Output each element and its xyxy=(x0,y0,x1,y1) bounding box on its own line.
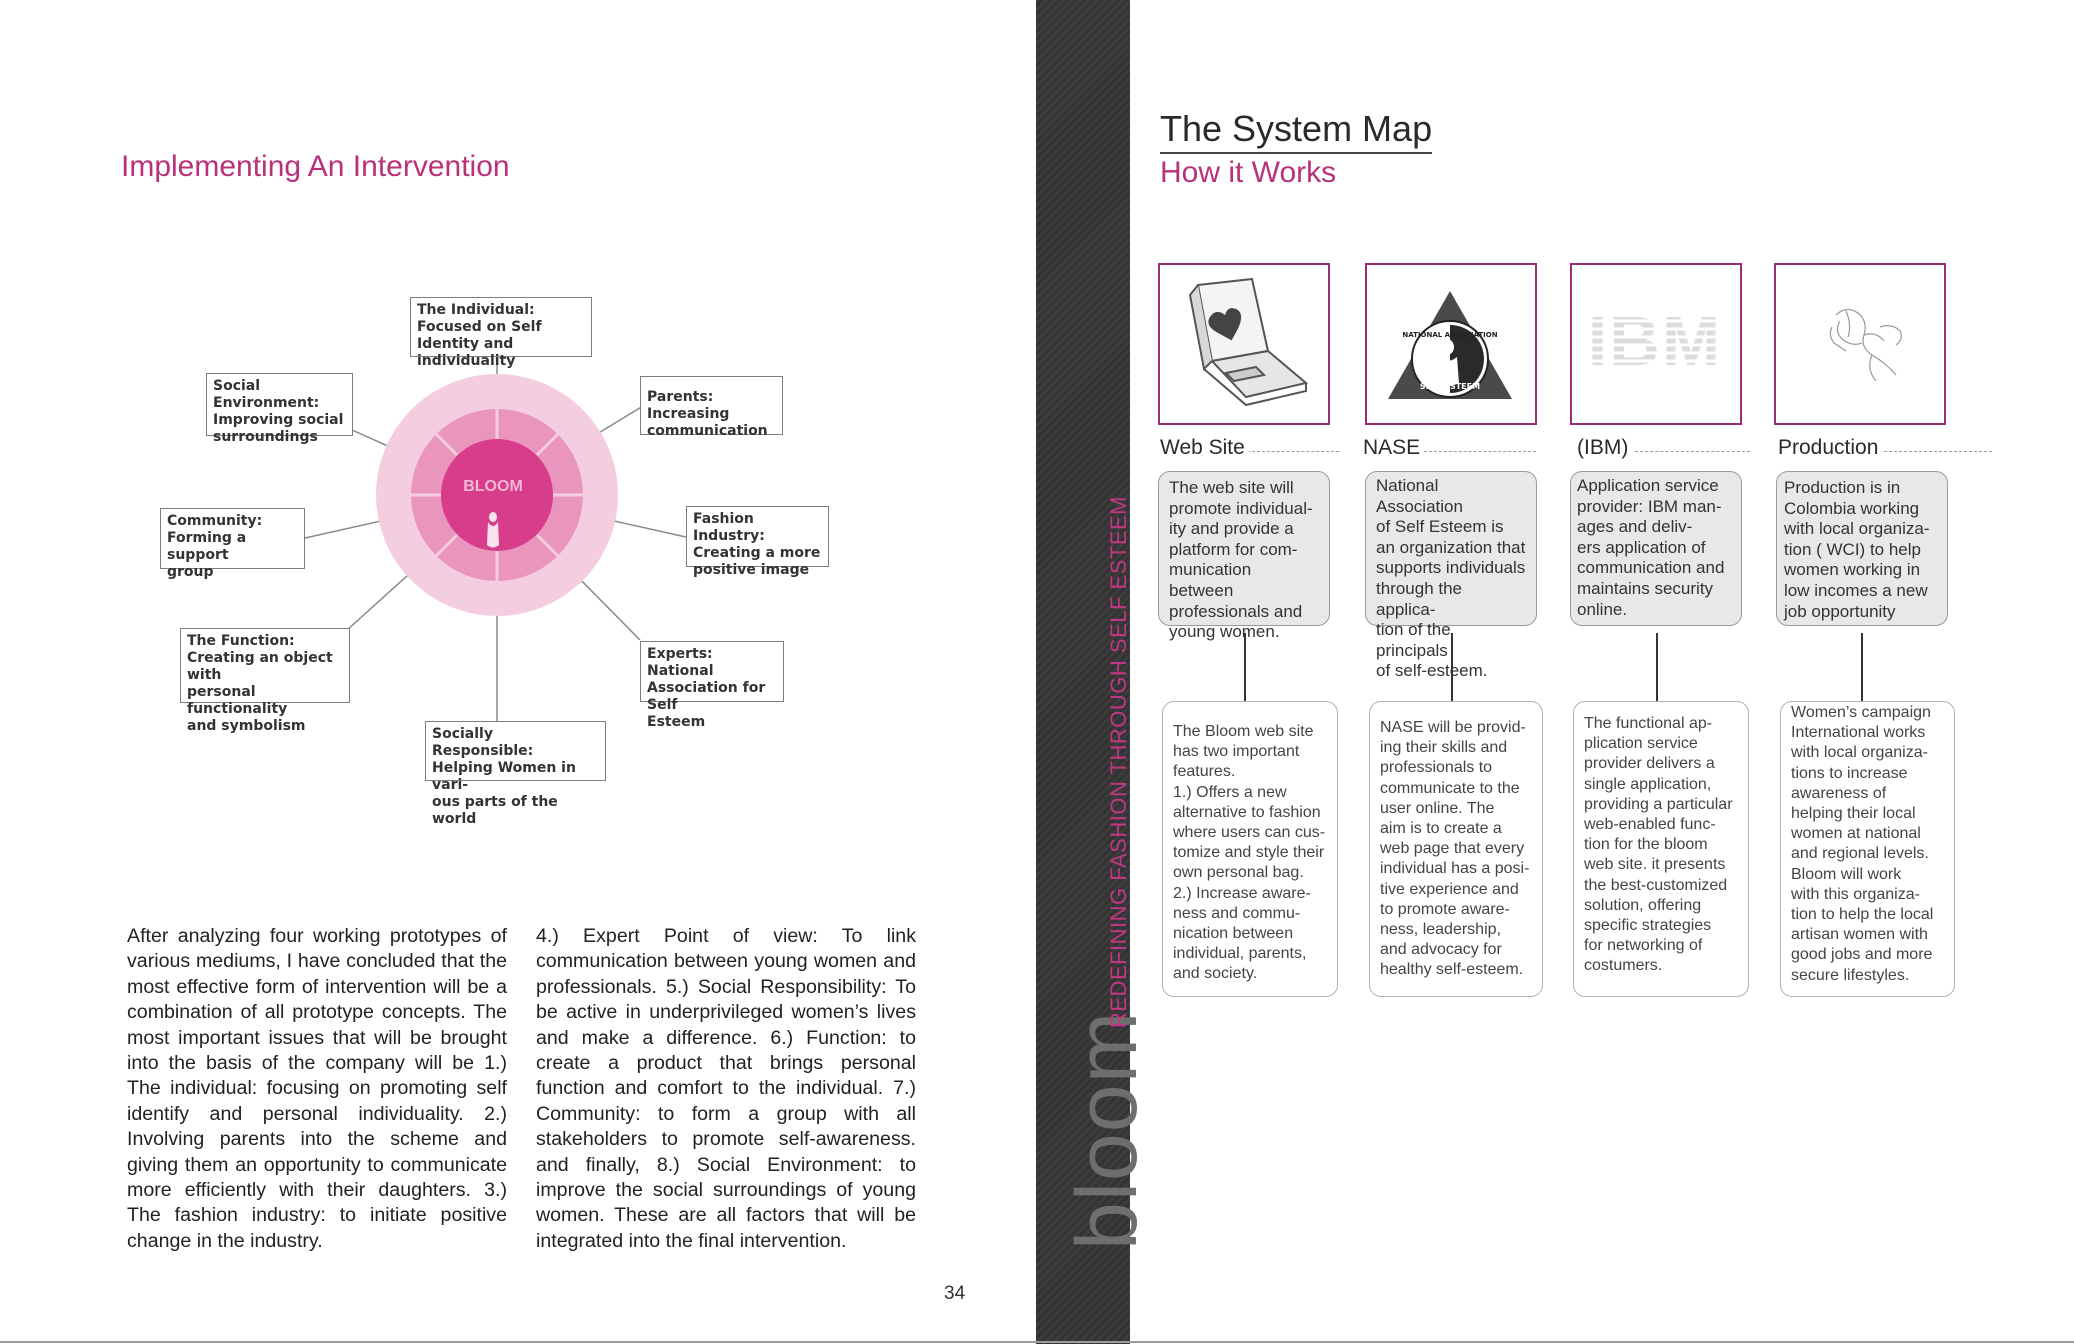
left-page-title: Implementing An Intervention xyxy=(121,150,510,183)
node-experts xyxy=(640,641,784,730)
summary-line: online. xyxy=(1577,599,1628,619)
node-text: Socially Responsible: xyxy=(432,726,534,759)
ibm-logo-text: IBM xyxy=(1587,302,1723,380)
summary-line: Production is in xyxy=(1784,478,1901,497)
detail-line: has two important xyxy=(1173,743,1300,761)
summary-box-website xyxy=(1158,471,1330,642)
node-text: communication xyxy=(647,423,768,439)
page-bottom-rule xyxy=(0,1341,2074,1343)
node-text: Association for Self xyxy=(647,680,766,713)
detail-line: tion for the bloom xyxy=(1584,836,1708,854)
column-label-nase: NASE xyxy=(1363,436,1424,460)
detail-line: professionals to xyxy=(1380,759,1493,777)
detail-line: the best-customized xyxy=(1584,876,1728,894)
hand-sketch-icon xyxy=(1776,265,1943,422)
node-text: ous parts of the world xyxy=(432,794,558,827)
detail-line: awareness of xyxy=(1791,784,1887,802)
detail-box-ibm xyxy=(1573,701,1749,997)
summary-line: young women. xyxy=(1169,622,1280,642)
detail-line: web site. it presents xyxy=(1584,856,1726,874)
summary-line: Application service xyxy=(1577,476,1719,495)
detail-line: 1.) Offers a new xyxy=(1173,783,1287,801)
detail-line: with this organiza- xyxy=(1791,885,1920,903)
node-text: Helping Women in vari- xyxy=(432,760,576,793)
summary-line: provider: IBM man- xyxy=(1577,496,1722,516)
nase-logo-top-text: NATIONAL ASSOCIATION xyxy=(1402,331,1498,339)
detail-box-website xyxy=(1162,701,1338,997)
summary-line: ages and deliv- xyxy=(1577,517,1693,537)
page-number: 34 xyxy=(944,1283,966,1304)
detail-line: The functional ap- xyxy=(1584,715,1713,732)
detail-line: ing their skills and xyxy=(1380,739,1508,757)
detail-line: solution, offering xyxy=(1584,896,1702,914)
column-label-ibm: (IBM) xyxy=(1577,436,1632,460)
node-text: Creating a more xyxy=(693,545,821,561)
spine-brand: bloom xyxy=(1059,1010,1155,1250)
connector-nase xyxy=(1451,633,1453,703)
detail-line: International works xyxy=(1791,724,1926,742)
column-label-website: Web Site xyxy=(1160,436,1249,460)
node-text: Improving social xyxy=(213,412,344,428)
detail-line: individual, parents, xyxy=(1173,945,1307,963)
node-text: Experts: National xyxy=(647,646,714,679)
detail-line: tomize and style their xyxy=(1173,844,1325,862)
summary-line: ity and provide a xyxy=(1169,519,1294,539)
detail-line: 2.) Increase aware- xyxy=(1173,884,1311,902)
dash-rule-nase xyxy=(1424,451,1536,452)
logo-frame-website xyxy=(1158,263,1330,425)
detail-line: features. xyxy=(1173,763,1236,781)
right-page-title: The System Map xyxy=(1160,108,1432,154)
detail-line: to promote aware- xyxy=(1380,900,1510,918)
detail-line: plication service xyxy=(1584,735,1698,753)
summary-line: Colombia working xyxy=(1784,498,1920,518)
detail-line: women at national xyxy=(1791,825,1921,843)
detail-line: ness, leadership, xyxy=(1380,921,1501,939)
body-text-column-1: After analyzing four working prototypes of various mediums, I have concluded that the most effective form of intervention will be a combination of all prototype concepts. The most important issues that will be brought into the basis of the company will be 1.) The individual: focusing on promoting self identify and personal individuality. 2.) Involving parents into the scheme and giving them an opportunity to communicate more efficiently with their daughters. 3.) The fashion industry: to initiate positive change in the industry. xyxy=(127,925,507,1252)
detail-line: single application, xyxy=(1584,775,1712,793)
detail-line: nication between xyxy=(1173,925,1294,943)
detail-line: providing a particular xyxy=(1584,795,1733,813)
detail-line: user online. The xyxy=(1380,799,1495,817)
detail-line: tion to help the local xyxy=(1791,906,1934,924)
detail-line: good jobs and more xyxy=(1791,946,1933,964)
node-text: personal functionality xyxy=(187,684,288,717)
detail-line: individual has a posi- xyxy=(1380,860,1530,878)
node-individual xyxy=(410,297,592,369)
summary-line: of self-esteem. xyxy=(1376,661,1488,681)
connector-ibm xyxy=(1656,633,1658,703)
summary-box-production xyxy=(1776,471,1948,626)
detail-line: own personal bag. xyxy=(1173,864,1304,882)
node-text: Esteem xyxy=(647,714,706,730)
summary-box-ibm xyxy=(1570,471,1742,626)
summary-line: The web site will xyxy=(1169,478,1294,497)
detail-line: ness and commu- xyxy=(1173,904,1301,922)
dash-rule-ibm xyxy=(1635,451,1750,452)
detail-line: communicate to the xyxy=(1380,779,1520,797)
logo-frame-nase xyxy=(1365,263,1537,425)
node-parents xyxy=(640,376,783,439)
summary-line: job opportunity xyxy=(1784,601,1896,621)
connector-website xyxy=(1244,633,1246,703)
node-function xyxy=(180,628,350,734)
dash-rule-production xyxy=(1884,451,1992,452)
summary-line: maintains security xyxy=(1577,578,1714,598)
node-text: group xyxy=(167,564,214,580)
detail-line: for networking of xyxy=(1584,937,1703,955)
detail-line: alternative to fashion xyxy=(1173,803,1321,821)
detail-box-production xyxy=(1780,701,1955,997)
connector-production xyxy=(1861,633,1863,703)
detail-line: aim is to create a xyxy=(1380,820,1502,838)
bloom-center-label: BLOOM xyxy=(463,478,523,495)
body-text-column-2: 4.) Expert Point of view: To link communication between young women and professionals. 5.) Social Responsibility: To be active in underprivileged women’s lives and make a difference. 6.) Function: to create a product that brings personal function and comfort to the individual. 7.) Community: to form a group with all stakeholders to promote self-awareness. and finally, 8.) Social Environment: to improve the social surroundings of young women. These are all factors that will be integrated into the final intervention. xyxy=(536,925,916,1252)
detail-line: specific strategies xyxy=(1584,917,1712,935)
ibm-logo xyxy=(1572,265,1739,422)
detail-line: and society. xyxy=(1173,965,1258,983)
node-text: The Function: xyxy=(187,633,295,649)
node-text: Forming a support xyxy=(167,530,247,563)
summary-line: with local organiza- xyxy=(1784,519,1930,539)
detail-line: with local organiza- xyxy=(1791,744,1928,762)
detail-line: Bloom will work xyxy=(1791,865,1902,883)
logo-frame-ibm xyxy=(1570,263,1742,425)
node-text: The Individual: xyxy=(417,302,535,318)
detail-line: and advocacy for xyxy=(1380,941,1502,959)
detail-line: where users can cus- xyxy=(1173,824,1326,842)
summary-line: platform for com- xyxy=(1169,539,1298,559)
detail-line: and regional levels. xyxy=(1791,845,1929,863)
summary-line: an organization that xyxy=(1376,537,1526,557)
detail-line: artisan women with xyxy=(1791,926,1928,944)
node-text: Focused on Self xyxy=(417,319,542,335)
summary-line: of Self Esteem is xyxy=(1376,517,1504,537)
node-text: Community: xyxy=(167,513,263,529)
logo-frame-production xyxy=(1774,263,1946,425)
summary-line: tion ( WCI) to help xyxy=(1784,539,1921,559)
node-community xyxy=(160,508,305,580)
detail-line: helping their local xyxy=(1791,805,1916,823)
detail-line: NASE will be provid- xyxy=(1380,719,1526,736)
right-page-subtitle: How it Works xyxy=(1160,156,1337,189)
summary-line: professionals and xyxy=(1169,601,1303,621)
detail-line: web page that every xyxy=(1380,840,1525,858)
node-text: and symbolism xyxy=(187,718,306,734)
summary-line: National Association xyxy=(1376,476,1463,516)
node-text: surroundings xyxy=(213,429,318,445)
node-text: Parents: Increasing xyxy=(647,389,730,422)
detail-line: costumers. xyxy=(1584,957,1663,975)
summary-line: supports individuals xyxy=(1376,558,1526,578)
node-text: positive image xyxy=(693,562,810,578)
nase-logo xyxy=(1367,265,1534,422)
detail-box-nase xyxy=(1369,701,1543,997)
summary-line: ers application of xyxy=(1577,537,1706,557)
nase-logo-bottom-text: SELF ESTEEM xyxy=(1419,382,1481,391)
dash-rule-website xyxy=(1247,451,1339,452)
detail-line: Women’s campaign xyxy=(1791,704,1931,721)
node-text: Fashion Industry: xyxy=(693,511,765,544)
node-social-environment xyxy=(206,373,353,445)
summary-line: through the applica- xyxy=(1376,578,1463,619)
summary-line: low incomes a new xyxy=(1784,580,1928,600)
laptop-heart-icon xyxy=(1160,265,1327,422)
spine-tagline: REDEFINING FASHION THROUGH SELF ESTEEM xyxy=(1106,496,1131,1028)
node-text: Creating an object with xyxy=(187,650,333,683)
summary-line: communication and xyxy=(1577,558,1725,578)
node-text: Social Environment: xyxy=(213,378,320,411)
detail-line: web-enabled func- xyxy=(1584,816,1716,834)
node-fashion-industry xyxy=(686,506,829,578)
detail-line: secure lifestyles. xyxy=(1791,966,1910,984)
summary-line: tion of the principals xyxy=(1376,620,1451,660)
detail-line: tive experience and xyxy=(1380,880,1519,898)
node-socially-responsible xyxy=(425,721,606,827)
summary-box-nase xyxy=(1365,471,1537,681)
node-text: Identity and individuality xyxy=(417,336,516,369)
summary-line: munication between xyxy=(1169,560,1252,600)
summary-line: women working in xyxy=(1784,560,1921,580)
detail-line: healthy self-esteem. xyxy=(1380,961,1524,979)
detail-line: The Bloom web site xyxy=(1173,723,1314,740)
column-label-production: Production xyxy=(1778,436,1882,460)
summary-line: promote individual- xyxy=(1169,498,1313,518)
detail-line: provider delivers a xyxy=(1584,755,1715,773)
detail-line: tions to increase xyxy=(1791,764,1908,782)
